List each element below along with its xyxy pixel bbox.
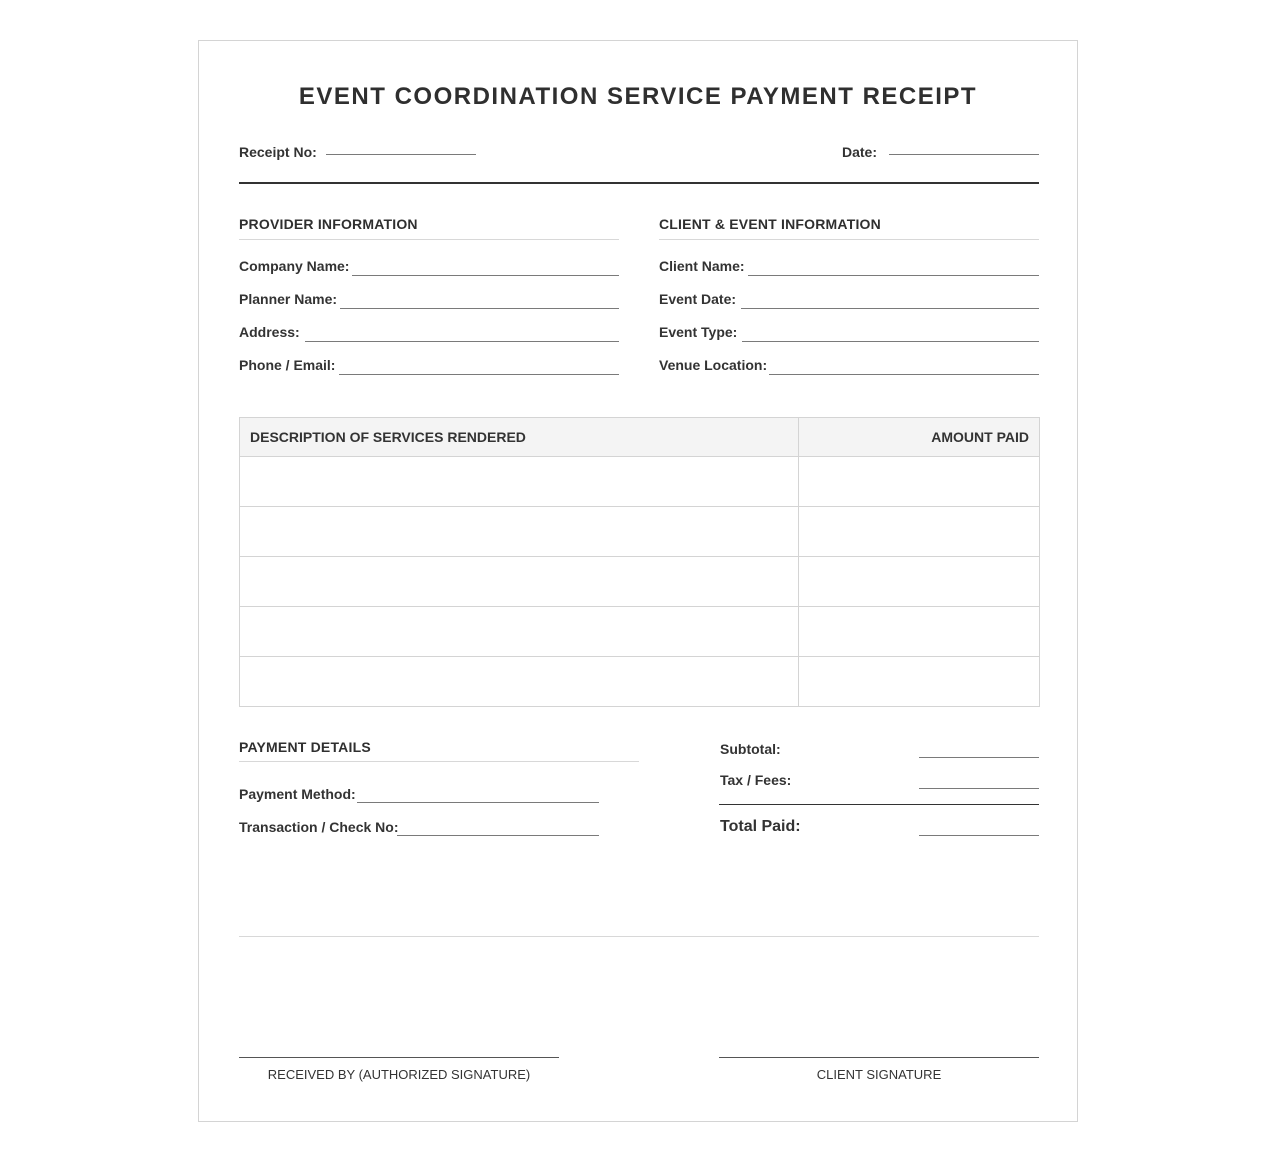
planner-name-label: Planner Name: [239, 291, 338, 307]
company-name-field[interactable] [352, 275, 619, 276]
subtotal-label: Subtotal: [720, 741, 781, 757]
service-amount-cell[interactable] [799, 457, 1040, 507]
client-heading-rule [659, 239, 1039, 240]
service-description-cell[interactable] [240, 657, 799, 707]
address-field[interactable] [305, 341, 619, 342]
payment-details-heading: PAYMENT DETAILS [239, 739, 371, 755]
received-by-signature-line[interactable] [239, 1057, 559, 1058]
subtotal-field[interactable] [919, 757, 1039, 758]
address-label: Address: [239, 324, 300, 340]
receipt-no-label: Receipt No: [239, 144, 317, 160]
payment-method-label: Payment Method: [239, 786, 356, 802]
transaction-check-no-field[interactable] [397, 835, 599, 836]
table-row [240, 457, 1040, 507]
services-table-header-row [240, 418, 1040, 457]
client-signature-line[interactable] [719, 1057, 1039, 1058]
provider-heading-rule [239, 239, 619, 240]
service-description-cell[interactable] [240, 507, 799, 557]
table-row [240, 557, 1040, 607]
total-paid-label: Total Paid: [720, 818, 801, 835]
totals-divider [719, 804, 1039, 805]
service-amount-cell[interactable] [799, 657, 1040, 707]
received-by-signature-caption: RECEIVED BY (AUTHORIZED SIGNATURE) [267, 1067, 531, 1082]
total-paid-field[interactable] [919, 835, 1039, 836]
page-title: EVENT COORDINATION SERVICE PAYMENT RECEIPT [298, 83, 978, 110]
event-date-label: Event Date: [659, 291, 737, 307]
date-field[interactable] [889, 154, 1039, 155]
receipt-page [198, 40, 1078, 1122]
date-label: Date: [842, 144, 878, 160]
signature-section-divider [239, 936, 1039, 937]
event-type-label: Event Type: [659, 324, 738, 340]
service-amount-cell[interactable] [799, 607, 1040, 657]
receipt-no-field[interactable] [326, 154, 476, 155]
tax-fees-label: Tax / Fees: [720, 772, 792, 788]
phone-email-field[interactable] [339, 374, 619, 375]
service-description-cell[interactable] [240, 607, 799, 657]
client-name-label: Client Name: [659, 258, 745, 274]
services-table [239, 417, 1040, 707]
transaction-check-no-label: Transaction / Check No: [239, 819, 399, 835]
phone-email-label: Phone / Email: [239, 357, 336, 373]
service-description-cell[interactable] [240, 457, 799, 507]
table-row [240, 507, 1040, 557]
service-description-cell[interactable] [240, 557, 799, 607]
planner-name-field[interactable] [340, 308, 619, 309]
company-name-label: Company Name: [239, 258, 350, 274]
table-row [240, 657, 1040, 707]
venue-location-label: Venue Location: [659, 357, 768, 373]
payment-method-field[interactable] [357, 802, 599, 803]
table-row [240, 607, 1040, 657]
event-type-field[interactable] [742, 341, 1039, 342]
amount-paid-column-header: AMOUNT PAID [799, 418, 1040, 457]
event-date-field[interactable] [741, 308, 1039, 309]
service-amount-cell[interactable] [799, 507, 1040, 557]
description-column-header: DESCRIPTION OF SERVICES RENDERED [240, 418, 799, 457]
client-name-field[interactable] [748, 275, 1039, 276]
tax-fees-field[interactable] [919, 788, 1039, 789]
payment-heading-rule [239, 761, 639, 762]
service-amount-cell[interactable] [799, 557, 1040, 607]
venue-location-field[interactable] [769, 374, 1039, 375]
provider-info-heading: PROVIDER INFORMATION [239, 216, 418, 232]
header-divider [239, 182, 1039, 184]
client-event-info-heading: CLIENT & EVENT INFORMATION [659, 216, 881, 232]
client-signature-caption: CLIENT SIGNATURE [816, 1067, 942, 1082]
